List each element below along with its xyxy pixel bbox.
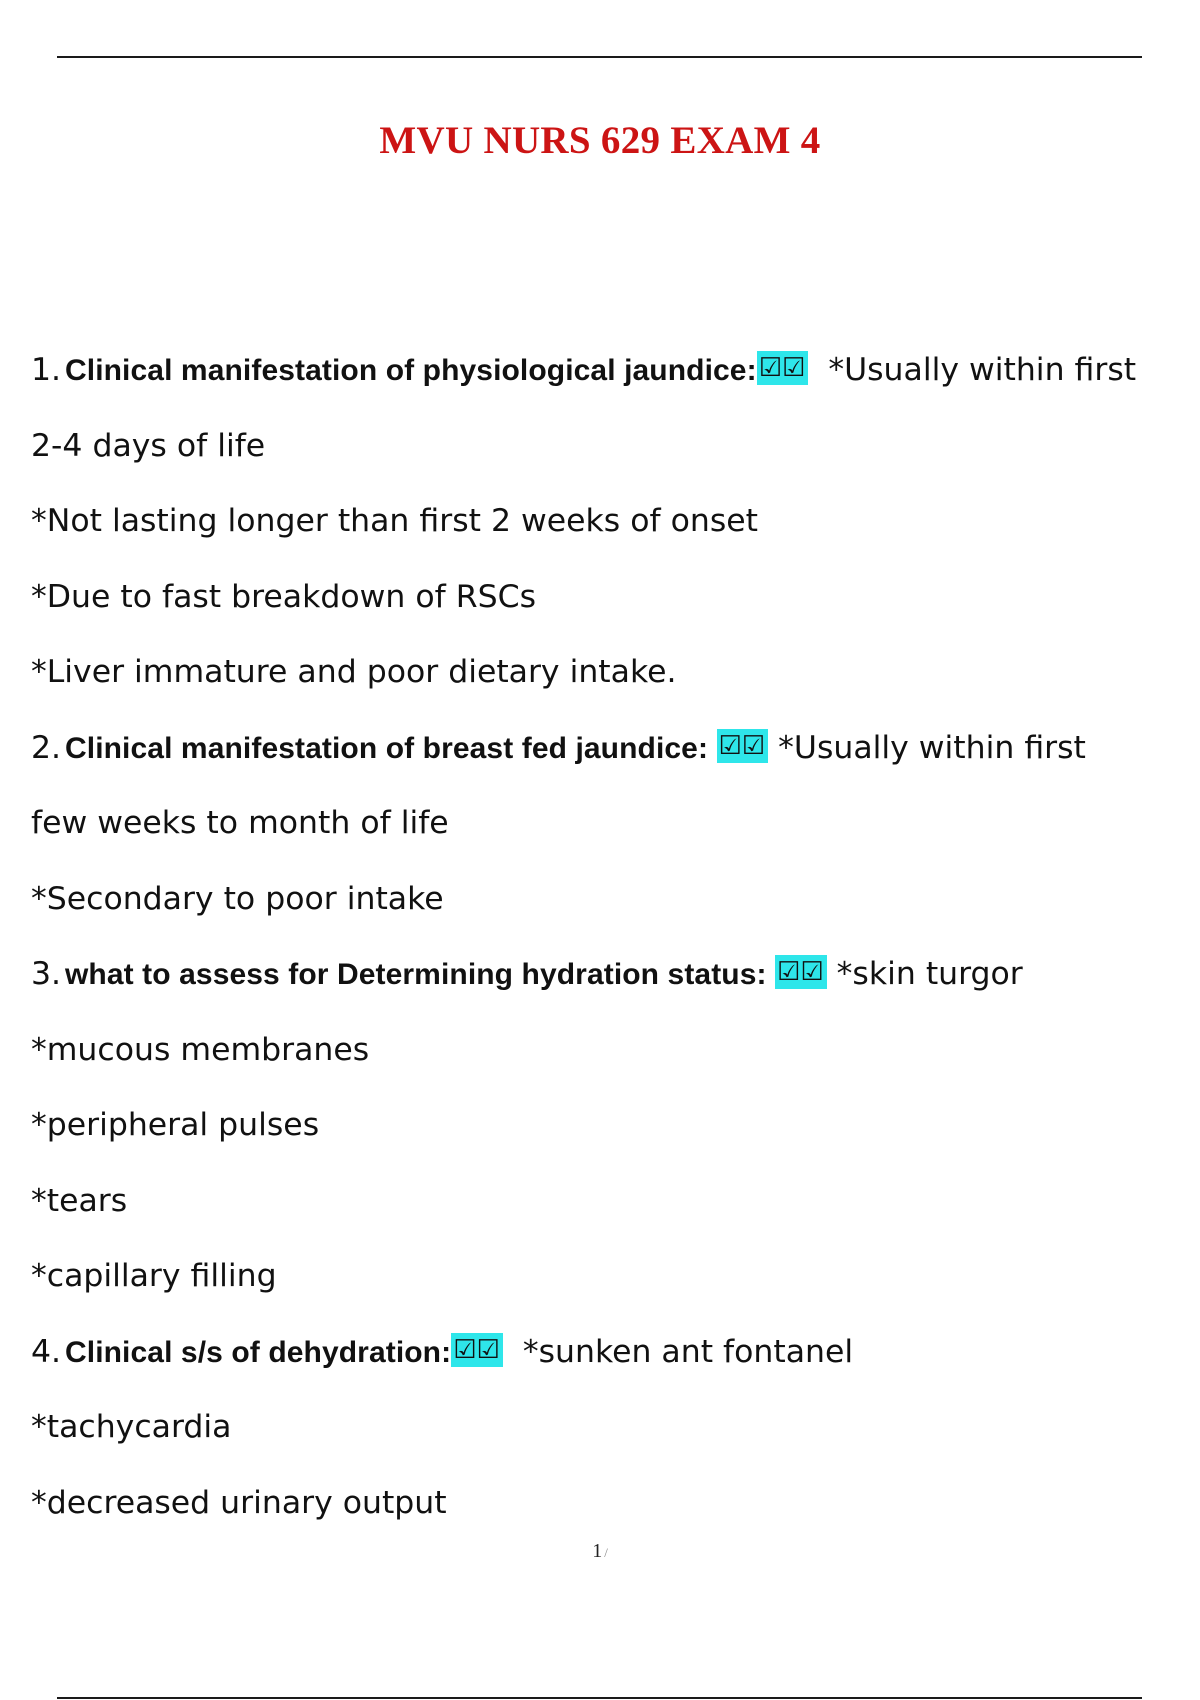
answer-line: *Liver immature and poor dietary intake. [31,654,677,690]
question-text: what to assess for Determining hydration status: [65,958,776,991]
check-marks-icon: ☑☑ [757,351,809,385]
question-number: 4. [31,1333,62,1370]
question-line-4 [31,1315,1200,1391]
answer-text: *skin turgor [826,956,1023,992]
answer-text: *Usually within first [808,352,1137,388]
question-line-3 [31,937,1200,1013]
page-number-value: 1 [592,1540,603,1562]
answer-text: *sunken ant fontanel [502,1333,854,1370]
answer-line: *mucous membranes [31,1031,370,1068]
question-line-1 [31,333,1200,409]
answer-line: *Not lasting longer than first 2 weeks of onset [31,503,758,539]
check-marks-icon: ☑☑ [451,1333,503,1367]
question-text: Clinical manifestation of breast fed jaundice: [65,731,717,765]
question-list [31,333,1200,1541]
answer-line: *capillary filling [31,1258,277,1294]
question-line-2 [31,711,1200,787]
answer-line: *tachycardia [31,1409,232,1445]
answer-line: *peripheral pulses [31,1107,320,1143]
page-separator: / [604,1545,608,1560]
question-text: Clinical manifestation of physiological jaundice: [65,354,757,387]
check-marks-icon: ☑☑ [775,955,827,989]
question-number: 3. [31,956,62,992]
check-marks-icon: ☑☑ [717,729,769,763]
answer-text: *Usually within first [768,729,1086,766]
answer-line: *tears [31,1182,128,1219]
answer-line: few weeks to month of life [31,805,449,841]
answer-line: 2-4 days of life [31,427,266,464]
page-number [0,1540,1200,1563]
answer-line: *Due to fast breakdown of RSCs [31,578,537,615]
answer-line: *decreased urinary output [31,1484,447,1521]
top-rule [57,56,1142,58]
answer-line: *Secondary to poor intake [31,880,444,917]
bottom-rule [57,1697,1142,1699]
question-number: 2. [31,729,62,766]
question-number: 1. [31,352,62,388]
question-text: Clinical s/s of dehydration: [65,1335,452,1369]
document-title: MVU NURS 629 EXAM 4 [379,119,821,162]
